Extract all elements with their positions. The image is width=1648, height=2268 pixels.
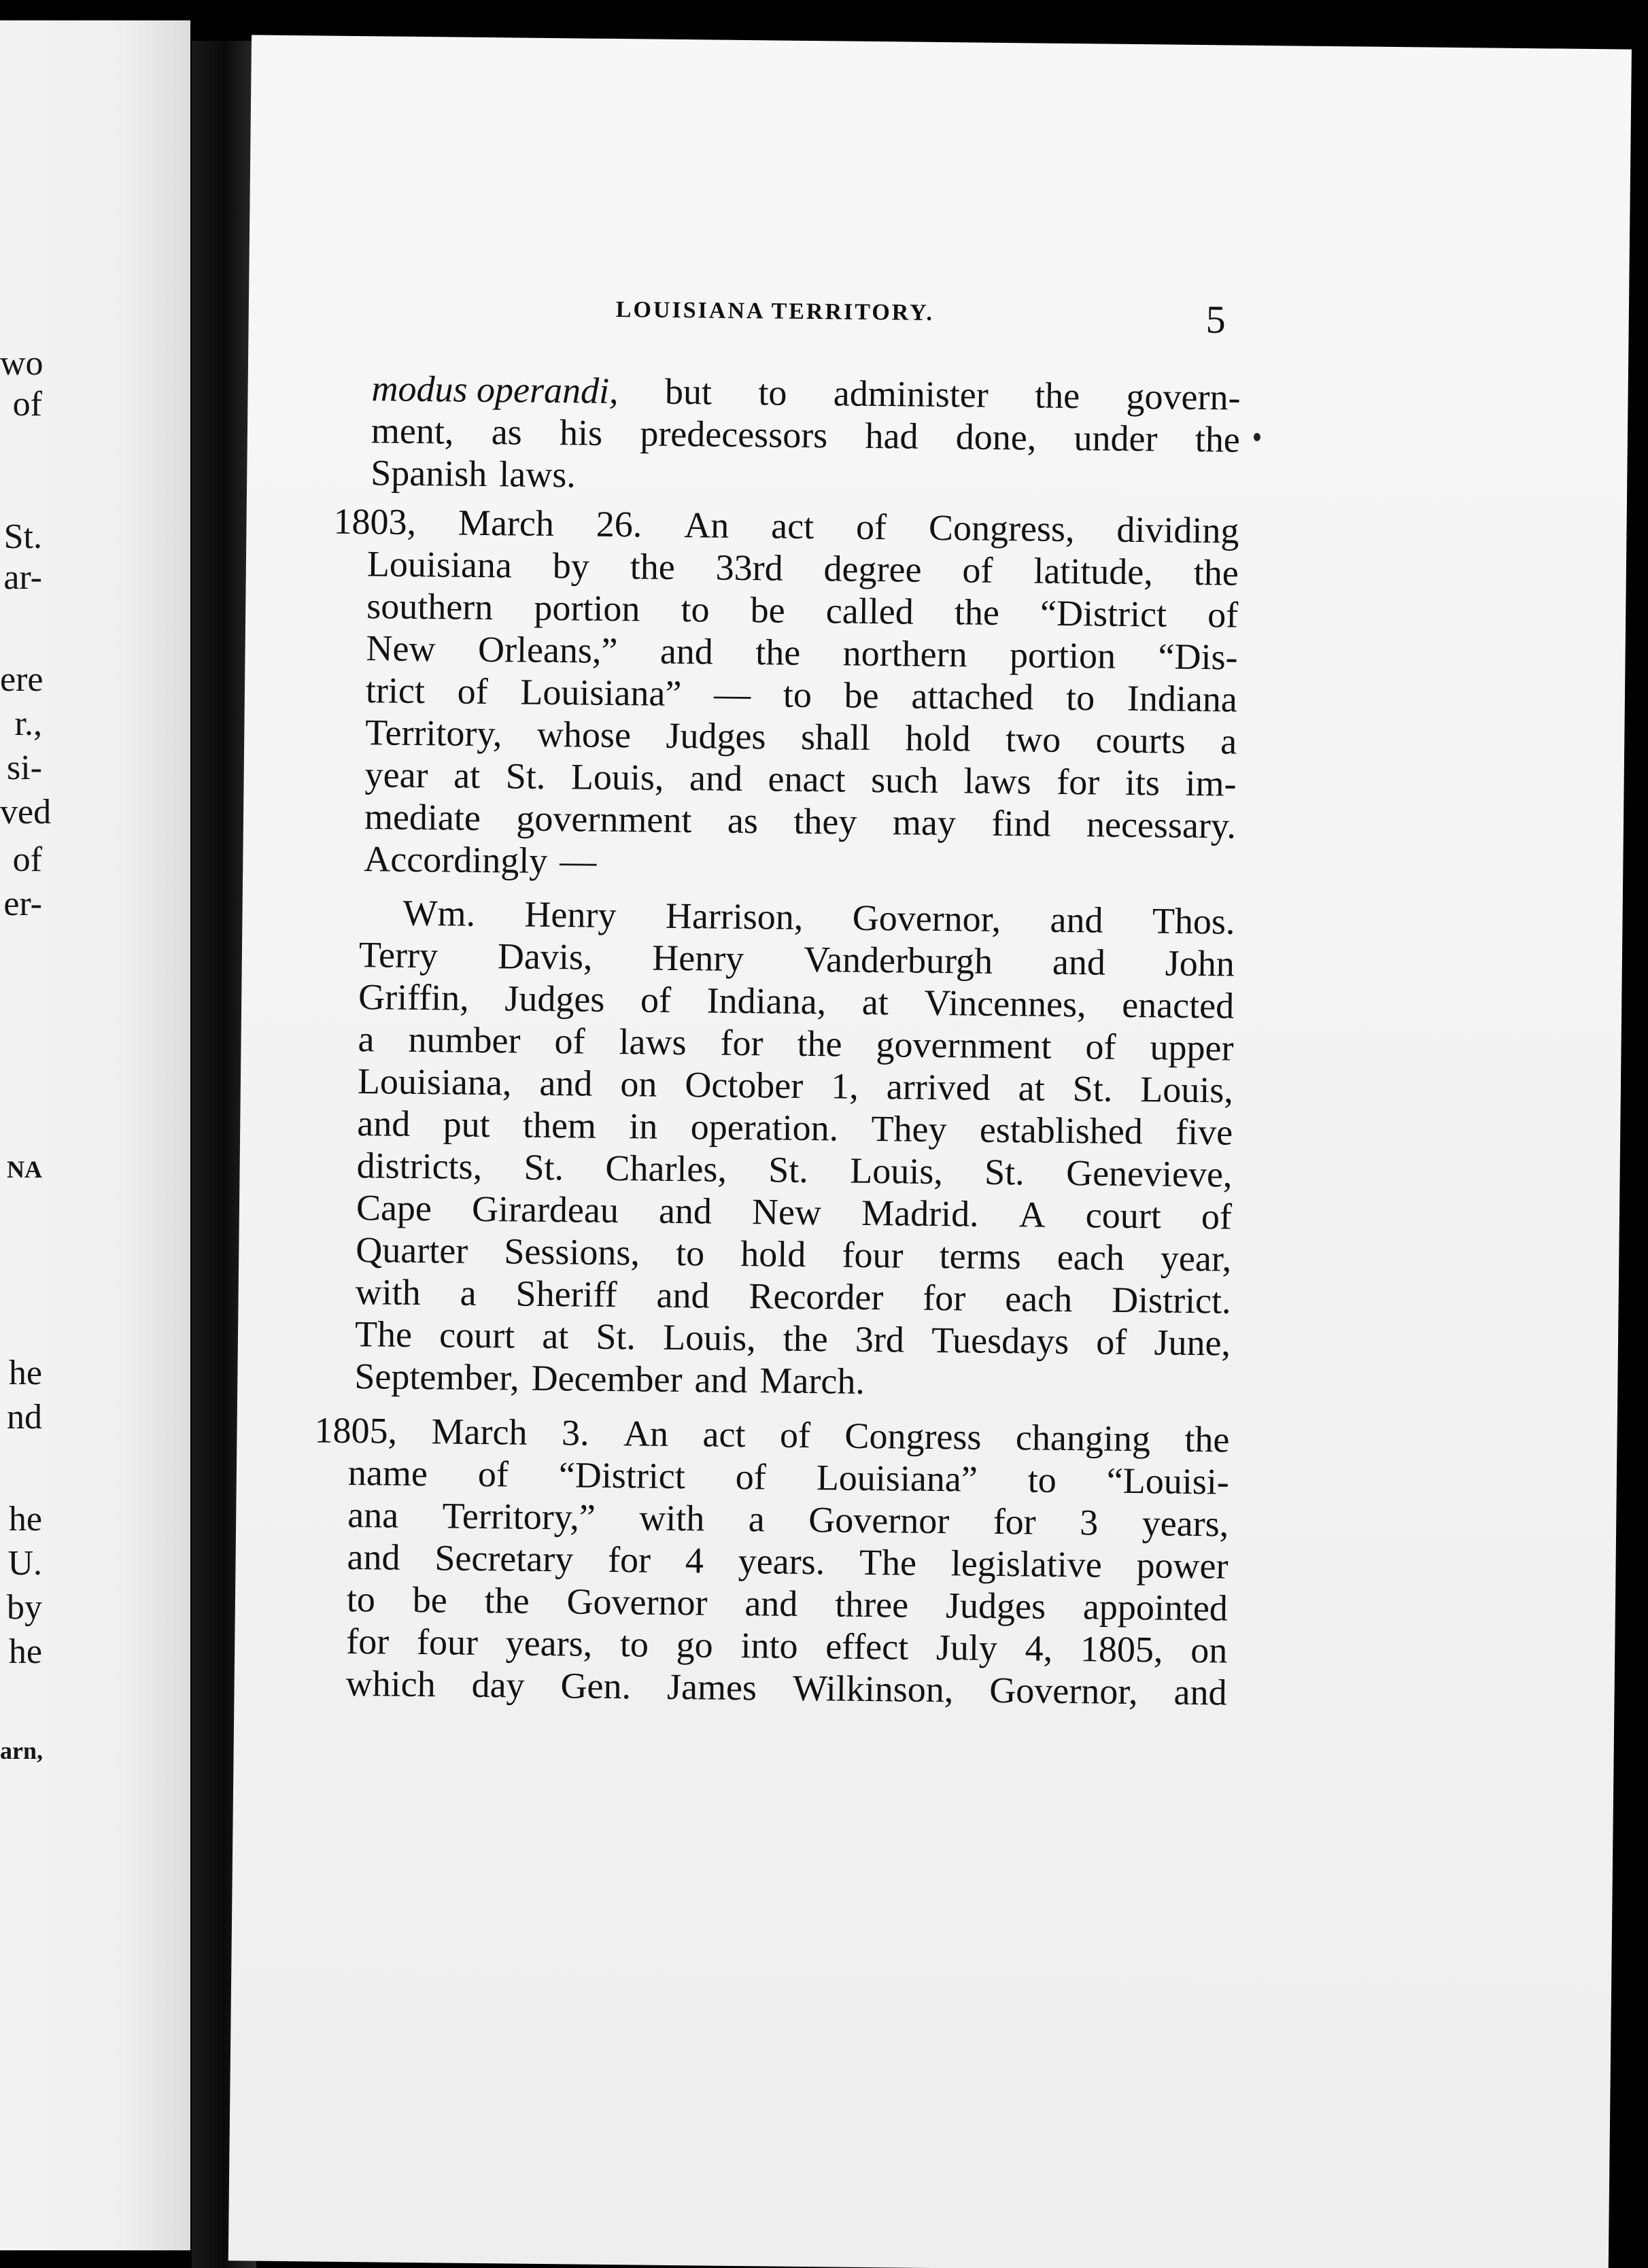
word: attached xyxy=(911,675,1034,718)
word: of xyxy=(779,1414,811,1456)
word: each xyxy=(1004,1278,1073,1320)
word: three xyxy=(834,1583,909,1626)
word: put xyxy=(443,1103,490,1146)
word: southern xyxy=(366,585,494,628)
left-page-fragment: St. xyxy=(3,517,42,556)
word: mediate xyxy=(364,796,481,838)
word: for xyxy=(720,1022,763,1064)
word: Indiana xyxy=(1127,677,1238,720)
word: degree xyxy=(823,548,922,590)
word: Vanderburgh xyxy=(803,938,993,982)
word: The xyxy=(354,1313,413,1355)
word: be xyxy=(844,674,880,717)
word: by xyxy=(552,545,590,587)
word: Congress, xyxy=(928,506,1075,550)
word: be xyxy=(750,589,786,631)
word: of xyxy=(735,1456,767,1498)
word: 1, xyxy=(831,1065,859,1107)
word: of xyxy=(1085,1026,1116,1067)
word: Congress xyxy=(844,1415,982,1458)
word: under xyxy=(1074,417,1158,460)
word: and xyxy=(658,1190,713,1232)
word: arrived xyxy=(886,1066,991,1108)
word: to xyxy=(346,1578,376,1620)
word: Orleans,” xyxy=(477,628,618,672)
word: October xyxy=(685,1064,804,1106)
word: for xyxy=(1056,761,1100,803)
word: in xyxy=(629,1105,658,1147)
word: New xyxy=(366,628,436,670)
word: St. xyxy=(984,1151,1025,1193)
word: Genevieve, xyxy=(1065,1152,1233,1195)
word: years, xyxy=(505,1622,593,1664)
word: number xyxy=(408,1018,521,1061)
word: 4, xyxy=(1025,1628,1053,1669)
word: the xyxy=(954,591,1000,633)
word: 33rd xyxy=(715,547,783,589)
word: to xyxy=(619,1623,649,1665)
word: they xyxy=(793,800,857,842)
word: Judges xyxy=(945,1585,1046,1627)
word: and xyxy=(659,630,714,672)
word: March xyxy=(431,1411,528,1453)
word: Griffin, xyxy=(358,976,470,1018)
word: year, xyxy=(1160,1237,1232,1279)
word: its xyxy=(1125,761,1161,804)
word: Wm. xyxy=(402,892,476,934)
word: 3rd xyxy=(855,1318,905,1360)
word: two xyxy=(1005,719,1061,760)
word: Louisiana xyxy=(366,543,513,586)
word: to xyxy=(675,1233,705,1274)
left-page-fragment: by xyxy=(7,1588,42,1627)
word: had xyxy=(865,415,919,457)
left-page-fragment: NA xyxy=(7,1156,42,1183)
main-page xyxy=(228,35,1632,2268)
word: four xyxy=(842,1234,904,1276)
text-line xyxy=(345,1662,1227,1714)
word: Madrid. xyxy=(861,1192,979,1235)
word: the xyxy=(1034,375,1080,417)
word: Secretary xyxy=(434,1537,574,1580)
word: and xyxy=(694,1359,748,1401)
left-page-fragment: si- xyxy=(7,749,42,787)
word: 3 xyxy=(1079,1502,1099,1543)
word: 4 xyxy=(685,1540,704,1581)
word: Recorder xyxy=(749,1275,884,1318)
word: the xyxy=(797,1023,842,1065)
word: Louis, xyxy=(849,1150,944,1192)
word: act xyxy=(770,505,814,547)
word: Territory, xyxy=(365,712,502,755)
left-page-fragment: wo xyxy=(0,344,44,383)
word: and xyxy=(1052,941,1106,983)
word: to xyxy=(758,372,787,413)
word: as xyxy=(727,800,759,842)
word: March. xyxy=(759,1360,865,1402)
word: 1805, xyxy=(1080,1628,1163,1670)
word: 26. xyxy=(596,503,642,545)
word: appointed xyxy=(1082,1586,1229,1629)
word: administer xyxy=(833,373,989,415)
body-text xyxy=(228,35,1632,2268)
text-line xyxy=(371,451,1240,502)
word: March xyxy=(458,502,555,545)
word: The xyxy=(859,1541,917,1583)
word: dividing xyxy=(1116,509,1239,551)
word: of xyxy=(640,979,672,1020)
word: 1803, xyxy=(333,500,417,543)
word: the xyxy=(630,546,676,587)
word: act xyxy=(702,1413,746,1456)
word: latitude, xyxy=(1033,550,1154,593)
word: “District xyxy=(558,1454,686,1497)
word: the xyxy=(1193,551,1239,594)
word: and xyxy=(539,1062,593,1104)
word: done, xyxy=(955,416,1037,458)
word: Harrison, xyxy=(665,895,804,938)
word: years, xyxy=(1141,1502,1229,1545)
text-line xyxy=(354,1355,1231,1406)
word: the xyxy=(1184,1418,1230,1460)
word: Louisiana, xyxy=(357,1061,512,1103)
running-head: LOUISIANA TERRITORY. xyxy=(615,297,935,326)
word: — xyxy=(713,673,751,715)
left-page-fragment: of xyxy=(12,840,42,879)
word: into xyxy=(740,1625,798,1666)
left-page-fragment: arn, xyxy=(0,1737,43,1764)
word: enact xyxy=(768,758,846,800)
word: districts, xyxy=(356,1145,483,1188)
word: of xyxy=(1207,594,1239,636)
word: and xyxy=(656,1274,710,1316)
word: a xyxy=(460,1272,477,1313)
left-page-fragment: er- xyxy=(3,884,42,923)
word: and xyxy=(744,1583,798,1624)
word: his xyxy=(559,412,603,453)
word: year xyxy=(364,754,428,796)
word: go xyxy=(676,1624,714,1666)
margin-speck xyxy=(1254,433,1260,441)
word: of xyxy=(457,670,489,712)
word: 3. xyxy=(561,1412,589,1454)
word: day xyxy=(471,1664,525,1706)
word: They xyxy=(871,1108,947,1150)
word: laws. xyxy=(499,453,577,496)
word: the xyxy=(755,632,801,673)
word: at xyxy=(541,1315,569,1357)
word: to xyxy=(783,674,812,716)
word: trict xyxy=(365,670,426,712)
word: James xyxy=(666,1666,757,1708)
word: court xyxy=(1085,1195,1162,1237)
word: the xyxy=(484,1580,530,1621)
word: but xyxy=(664,371,713,413)
word: at xyxy=(861,981,889,1023)
word: to xyxy=(1027,1459,1057,1500)
word: for xyxy=(993,1500,1037,1543)
word: Cape xyxy=(356,1187,432,1229)
word: A xyxy=(1018,1194,1046,1235)
word: terms xyxy=(939,1235,1021,1277)
word: Davis, xyxy=(497,935,593,978)
word: Louisiana” xyxy=(816,1457,978,1500)
word: Accordingly xyxy=(364,838,548,881)
word: Governor, xyxy=(852,897,1001,940)
word: St. xyxy=(505,755,546,797)
word: effect xyxy=(825,1626,909,1668)
word: ment, xyxy=(371,410,454,452)
left-page-fragment: he xyxy=(8,1354,42,1392)
word: Sheriff xyxy=(515,1273,617,1316)
word: government xyxy=(876,1024,1052,1067)
word: Quarter xyxy=(356,1229,468,1271)
word: “Dis- xyxy=(1158,636,1238,678)
word: may xyxy=(892,802,957,844)
word: at xyxy=(453,755,481,796)
word: Gen. xyxy=(560,1665,632,1707)
word: years. xyxy=(738,1540,825,1583)
word: find xyxy=(991,802,1051,844)
word: Territory,” xyxy=(442,1495,596,1538)
word: September, xyxy=(354,1356,519,1398)
left-page-fragment: r., xyxy=(14,704,42,743)
word: power xyxy=(1136,1545,1229,1587)
word: the xyxy=(1195,418,1241,460)
word: upper xyxy=(1150,1027,1234,1069)
word: December xyxy=(531,1357,683,1401)
left-page-fragment: U. xyxy=(7,1544,42,1583)
word: for xyxy=(923,1277,966,1319)
word: Indiana, xyxy=(706,980,827,1023)
word: Vincennes, xyxy=(924,982,1086,1025)
word: of xyxy=(1201,1196,1233,1237)
word: each xyxy=(1057,1236,1125,1278)
word: and xyxy=(347,1536,400,1578)
word: them xyxy=(522,1104,597,1146)
word: Wilkinson, xyxy=(792,1667,954,1711)
word: Charles, xyxy=(605,1147,727,1190)
word: of xyxy=(554,1020,585,1062)
word: Girardeau xyxy=(471,1188,619,1231)
word: Louisiana” xyxy=(520,671,682,715)
word: four xyxy=(416,1621,479,1663)
word: Henry xyxy=(524,893,617,936)
word: An xyxy=(683,504,729,546)
word: St. xyxy=(523,1146,564,1188)
word: on xyxy=(1190,1629,1228,1671)
word: five xyxy=(1175,1111,1233,1153)
word: a xyxy=(358,1018,375,1060)
word: — xyxy=(559,840,597,882)
word: name xyxy=(347,1451,428,1494)
word: St. xyxy=(596,1316,636,1358)
word: New xyxy=(751,1191,822,1233)
left-page-fragment: of xyxy=(12,385,42,424)
word: Thos. xyxy=(1152,900,1235,942)
word: Governor xyxy=(808,1499,950,1542)
italic-phrase: modus operandi, xyxy=(371,368,619,412)
page-number: 5 xyxy=(1205,297,1226,342)
word: im- xyxy=(1185,762,1237,804)
word: Judges xyxy=(666,715,766,757)
word: St. xyxy=(1072,1068,1113,1110)
word: laws xyxy=(619,1021,687,1063)
word: legislative xyxy=(950,1543,1103,1585)
word: for xyxy=(607,1539,651,1581)
word: with xyxy=(639,1497,705,1539)
word: a xyxy=(748,1498,766,1540)
word: Louis, xyxy=(662,1316,756,1359)
word: Henry xyxy=(651,937,744,980)
word: St. xyxy=(768,1149,809,1191)
word: government xyxy=(516,797,692,841)
word: predecessors xyxy=(640,413,828,456)
left-page-fragment: ar- xyxy=(3,558,42,597)
word: necessary. xyxy=(1086,804,1237,846)
word: at xyxy=(1018,1067,1046,1109)
word: and xyxy=(1173,1671,1227,1713)
word: shall xyxy=(800,716,871,758)
word: District. xyxy=(1111,1279,1231,1322)
word: such xyxy=(870,759,939,802)
left-page-fragment: ved xyxy=(0,793,52,831)
word: “District xyxy=(1040,592,1167,635)
word: 1805, xyxy=(314,1409,398,1451)
text-line xyxy=(364,838,1236,889)
word: on xyxy=(620,1063,657,1105)
word: Governor, xyxy=(989,1669,1138,1713)
word: hold xyxy=(740,1233,806,1275)
word: July xyxy=(935,1627,998,1668)
word: Louis, xyxy=(570,756,664,798)
left-page-fragment: he xyxy=(8,1500,42,1539)
word: for xyxy=(346,1620,390,1662)
word: with xyxy=(355,1271,422,1313)
word: established xyxy=(979,1109,1144,1152)
word: “Louisi- xyxy=(1106,1460,1230,1502)
word: of xyxy=(962,549,993,591)
word: which xyxy=(345,1662,436,1705)
left-page-fragment: nd xyxy=(7,1398,42,1437)
word: and xyxy=(356,1103,411,1144)
word: court xyxy=(439,1314,515,1356)
word: as xyxy=(491,411,523,453)
word: John xyxy=(1165,942,1235,984)
word: Judges xyxy=(504,978,605,1020)
word: Terry xyxy=(358,934,439,976)
word: Sessions, xyxy=(504,1231,640,1273)
word: of xyxy=(477,1453,509,1495)
word: a xyxy=(1220,721,1237,762)
word: hold xyxy=(905,717,971,759)
word: northern xyxy=(842,632,967,675)
word: to xyxy=(681,589,710,630)
word: enacted xyxy=(1121,984,1235,1027)
word: Louis, xyxy=(1139,1069,1234,1111)
word: and xyxy=(1050,899,1103,941)
word: An xyxy=(623,1413,669,1454)
word: Spanish xyxy=(371,452,487,495)
word: laws xyxy=(963,760,1032,802)
word: whose xyxy=(536,713,632,756)
word: be xyxy=(412,1579,448,1621)
word: Governor xyxy=(566,1581,708,1623)
left-page-fragment: ere xyxy=(0,660,44,699)
word: Tuesdays xyxy=(931,1319,1069,1362)
word: portion xyxy=(534,587,640,630)
word: operation. xyxy=(690,1106,839,1149)
word: to xyxy=(1065,676,1095,719)
left-page-fragment: he xyxy=(8,1632,42,1671)
word: and xyxy=(689,757,743,799)
word: of xyxy=(1096,1321,1127,1362)
word: ana xyxy=(347,1494,399,1536)
word: called xyxy=(825,590,914,632)
word: June, xyxy=(1154,1322,1231,1364)
word: of xyxy=(855,506,887,548)
word: changing xyxy=(1015,1417,1151,1460)
word: courts xyxy=(1095,719,1186,761)
word: govern- xyxy=(1126,375,1241,418)
word: portion xyxy=(1009,634,1116,676)
word: the xyxy=(783,1318,829,1360)
